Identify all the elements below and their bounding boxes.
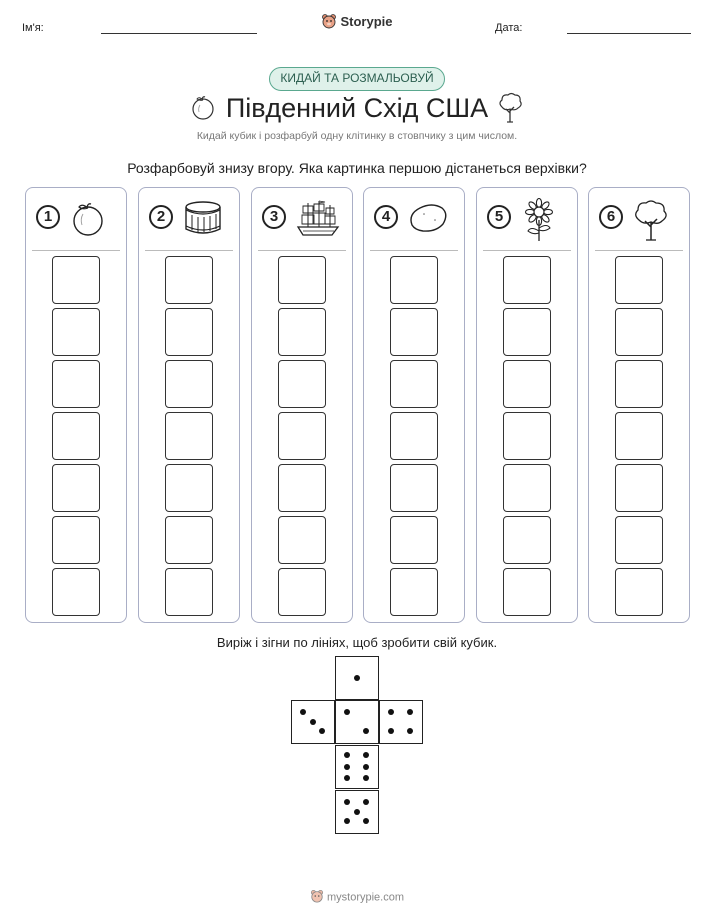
column-divider [145, 250, 233, 251]
footer [0, 889, 714, 906]
pip [363, 775, 369, 781]
color-cell[interactable] [503, 412, 551, 460]
color-cell[interactable] [165, 308, 213, 356]
column-divider [483, 250, 571, 251]
color-cell[interactable] [52, 516, 100, 564]
pip [407, 728, 413, 734]
color-cell[interactable] [52, 308, 100, 356]
pip [354, 809, 360, 815]
tree-icon [631, 198, 671, 238]
name-label: Ім'я: [22, 22, 44, 34]
potato-icon [406, 198, 446, 238]
pip [388, 709, 394, 715]
color-cell[interactable] [503, 568, 551, 616]
bear-icon [310, 889, 324, 906]
pip [344, 752, 350, 758]
column-number: 3 [262, 205, 286, 229]
color-cell[interactable] [165, 412, 213, 460]
pip [344, 799, 350, 805]
color-cell[interactable] [390, 412, 438, 460]
pip [363, 818, 369, 824]
color-cell[interactable] [615, 360, 663, 408]
color-cell[interactable] [615, 256, 663, 304]
subtitle: Кидай кубик і розфарбуй одну клітинку в стовпчику з цим числом. [196, 130, 518, 142]
color-cell[interactable] [390, 568, 438, 616]
drum-icon [181, 198, 221, 238]
column-number: 2 [149, 205, 173, 229]
pip [363, 728, 369, 734]
brand-name: Storypie [340, 13, 393, 29]
pip [344, 709, 350, 715]
pip [363, 764, 369, 770]
footer-url: mystorypie.com [326, 891, 405, 904]
pip [407, 709, 413, 715]
sunflower-icon [519, 198, 559, 238]
color-cell[interactable] [503, 308, 551, 356]
date-line [567, 33, 691, 34]
instruction: Розфарбовуй знизу вгору. Яка картинка першою дістанеться верхівки? [127, 160, 587, 176]
tree-icon [496, 91, 524, 128]
name-line [101, 33, 257, 34]
pip [363, 752, 369, 758]
color-cell[interactable] [278, 516, 326, 564]
pip [344, 764, 350, 770]
color-cell[interactable] [165, 464, 213, 512]
date-label: Дата: [495, 22, 523, 34]
page-title: Південний Схід США [225, 93, 489, 123]
column-divider [595, 250, 683, 251]
color-cell[interactable] [390, 360, 438, 408]
pip [354, 675, 360, 681]
pip [344, 818, 350, 824]
pip [319, 728, 325, 734]
color-cell[interactable] [615, 568, 663, 616]
column-number: 1 [36, 205, 60, 229]
color-cell[interactable] [615, 308, 663, 356]
cut-instruction: Виріж і зігни по лініях, щоб зробити свій кубик. [216, 635, 498, 650]
column-divider [370, 250, 458, 251]
pip [344, 775, 350, 781]
pip [310, 719, 316, 725]
column-5 [476, 187, 578, 623]
column-number: 4 [374, 205, 398, 229]
color-cell[interactable] [52, 256, 100, 304]
color-cell[interactable] [165, 256, 213, 304]
color-cell[interactable] [390, 464, 438, 512]
peach-icon [68, 198, 108, 238]
pip [300, 709, 306, 715]
column-3 [251, 187, 353, 623]
column-number: 6 [599, 205, 623, 229]
column-divider [32, 250, 120, 251]
color-cell[interactable] [278, 412, 326, 460]
die-face-4 [379, 700, 423, 744]
ship-icon [294, 198, 334, 238]
color-cell[interactable] [165, 568, 213, 616]
color-cell[interactable] [390, 308, 438, 356]
brand-logo [0, 13, 714, 32]
color-cell[interactable] [503, 464, 551, 512]
color-cell[interactable] [52, 360, 100, 408]
color-cell[interactable] [165, 360, 213, 408]
color-cell[interactable] [615, 464, 663, 512]
column-4 [363, 187, 465, 623]
color-cell[interactable] [390, 516, 438, 564]
die-face-1 [335, 656, 379, 700]
die-face-5 [335, 790, 379, 834]
column-number: 5 [487, 205, 511, 229]
color-cell[interactable] [52, 568, 100, 616]
activity-badge: КИДАЙ ТА РОЗМАЛЬОВУЙ [269, 67, 445, 91]
pip [363, 799, 369, 805]
color-cell[interactable] [278, 568, 326, 616]
color-cell[interactable] [278, 256, 326, 304]
column-6 [588, 187, 690, 623]
bear-icon [321, 13, 337, 32]
color-cell[interactable] [278, 464, 326, 512]
color-cell[interactable] [503, 360, 551, 408]
color-cell[interactable] [165, 516, 213, 564]
color-cell[interactable] [503, 516, 551, 564]
color-cell[interactable] [52, 464, 100, 512]
color-cell[interactable] [390, 256, 438, 304]
color-cell[interactable] [278, 360, 326, 408]
column-divider [258, 250, 346, 251]
color-cell[interactable] [503, 256, 551, 304]
color-cell[interactable] [615, 412, 663, 460]
column-2 [138, 187, 240, 623]
color-cell[interactable] [278, 308, 326, 356]
pip [388, 728, 394, 734]
die-face-2 [335, 700, 379, 744]
die-face-6 [335, 745, 379, 789]
color-cell[interactable] [52, 412, 100, 460]
die-face-3 [291, 700, 335, 744]
column-1 [25, 187, 127, 623]
color-cell[interactable] [615, 516, 663, 564]
